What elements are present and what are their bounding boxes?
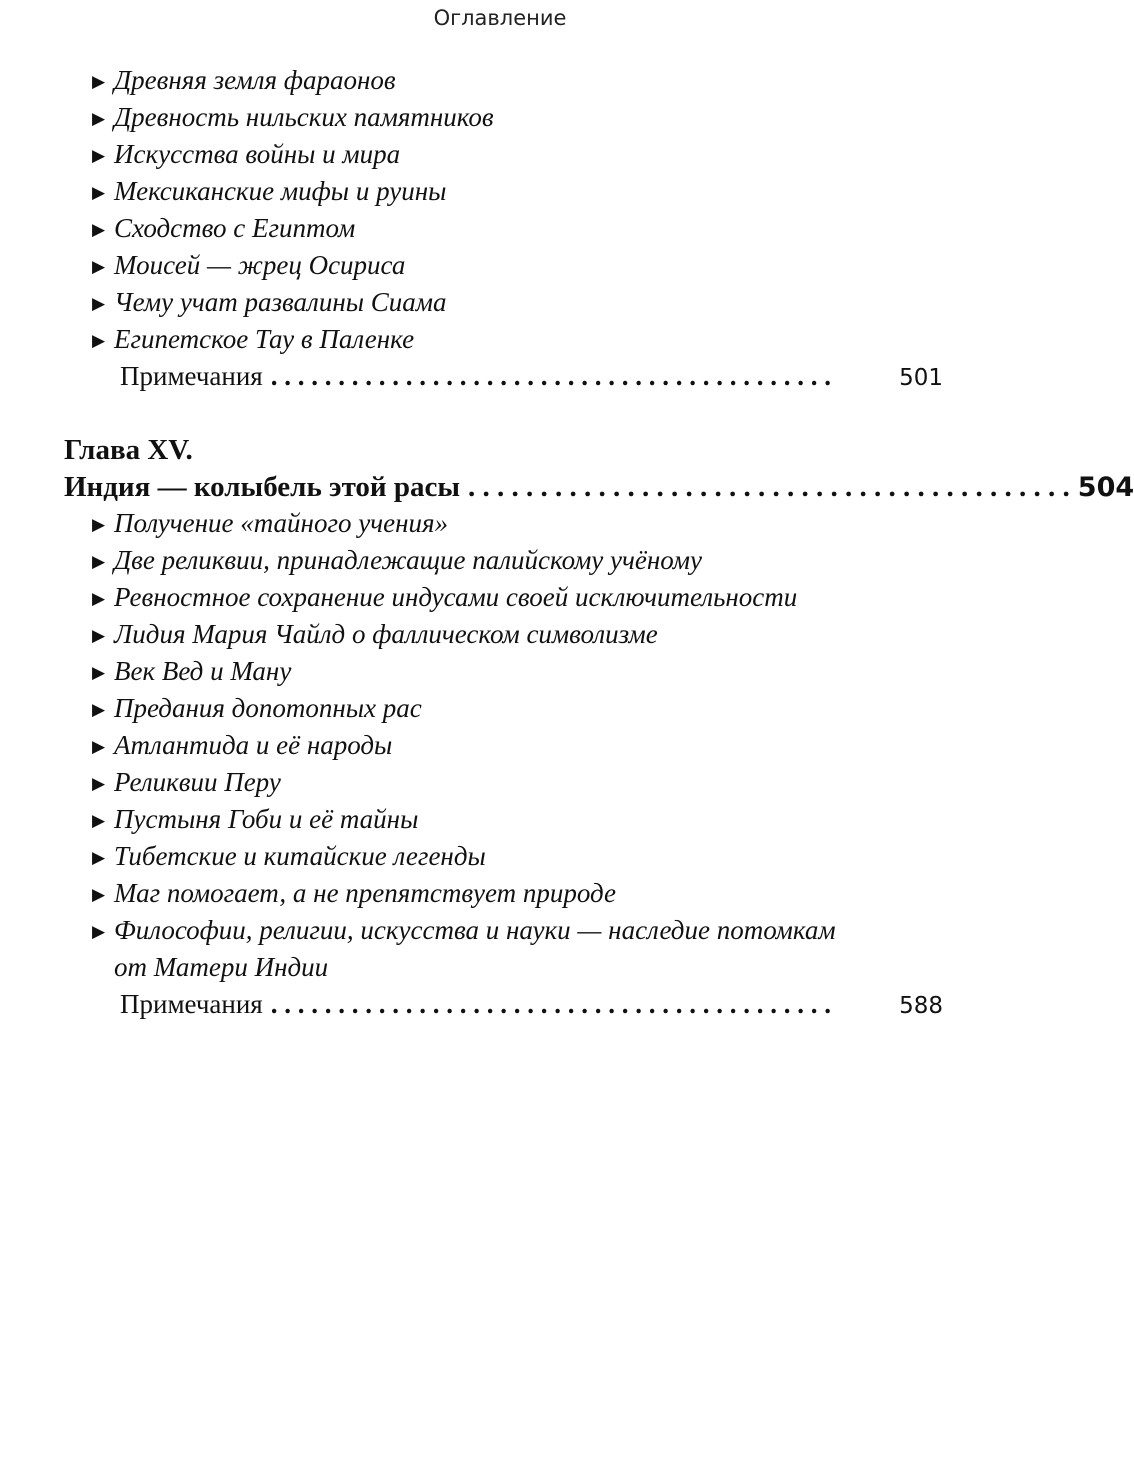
triangle-bullet-icon: ▶ (92, 774, 106, 793)
toc-item-label: Лидия Мария Чайлд о фаллическом символизме (114, 619, 658, 649)
toc-item[interactable] (92, 321, 952, 359)
toc-item-label: Предания допотопных рас (114, 693, 422, 723)
toc-item[interactable] (92, 542, 952, 580)
toc-item-label: Философии, религии, искусства и науки — наследие потомкам (114, 915, 836, 945)
triangle-bullet-icon: ▶ (92, 220, 106, 239)
toc-item[interactable] (92, 136, 952, 174)
toc-item[interactable] (92, 727, 952, 765)
chapter-title: Индия — колыбель этой расы (64, 471, 461, 503)
toc-item-label: Ревностное сохранение индусами своей исключительности (114, 582, 798, 612)
toc-item-label: Две реликвии, принадлежащие палийскому учёному (114, 545, 702, 575)
toc-item-label: Древность нильских памятников (114, 102, 494, 132)
toc-item[interactable] (92, 173, 952, 211)
triangle-bullet-icon: ▶ (92, 146, 106, 165)
toc-item-label: Век Вед и Ману (114, 656, 292, 686)
toc-item-label: от Матери Индии (114, 952, 329, 982)
notes-label: Примечания (120, 989, 263, 1019)
toc-item[interactable] (92, 247, 952, 285)
dot-leader: . . . . . . . . . . . . . . . . . . . . . . . . . . . . . . . . . . . . . . . . . . (270, 361, 831, 391)
page-number: 588 (899, 993, 943, 1019)
toc-item[interactable] (92, 801, 952, 839)
triangle-bullet-icon: ▶ (92, 626, 106, 645)
toc-item-label: Реликвии Перу (114, 767, 281, 797)
toc-item[interactable] (92, 579, 952, 617)
toc-item-label: Маг помогает, а не препятствует природе (114, 878, 617, 908)
triangle-bullet-icon: ▶ (92, 331, 106, 350)
toc-item-label: Древняя земля фараонов (114, 65, 396, 95)
toc-item-label: Атлантида и её народы (114, 730, 393, 760)
triangle-bullet-icon: ▶ (92, 552, 106, 571)
notes-entry[interactable] (120, 358, 943, 397)
page-number: 504 (1077, 472, 1134, 503)
toc-item[interactable] (92, 62, 952, 100)
notes-entry[interactable] (120, 986, 943, 1025)
triangle-bullet-icon: ▶ (92, 72, 106, 91)
toc-item-label: Чему учат развалины Сиама (114, 287, 447, 317)
toc-item[interactable] (92, 210, 952, 248)
running-header: Оглавление (433, 6, 567, 30)
triangle-bullet-icon: ▶ (92, 811, 106, 830)
toc-item[interactable] (92, 875, 952, 913)
toc-item-label: Моисей — жрец Осириса (114, 250, 406, 280)
toc-item-continuation[interactable] (114, 949, 974, 986)
toc-item-label: Египетское Тау в Паленке (114, 324, 415, 354)
toc-item[interactable] (92, 284, 952, 322)
triangle-bullet-icon: ▶ (92, 294, 106, 313)
triangle-bullet-icon: ▶ (92, 257, 106, 276)
triangle-bullet-icon: ▶ (92, 183, 106, 202)
notes-label: Примечания (120, 361, 263, 391)
triangle-bullet-icon: ▶ (92, 848, 106, 867)
toc-item-label: Искусства войны и мира (114, 139, 401, 169)
toc-item-label: Тибетские и китайские легенды (114, 841, 486, 871)
toc-item-label: Пустыня Гоби и её тайны (114, 804, 419, 834)
dot-leader: . . . . . . . . . . . . . . . . . . . . . . . . . . . . . . . . . . . . . . . . . . (270, 989, 831, 1019)
toc-item-label: Получение «тайного учения» (114, 508, 449, 538)
toc-item[interactable] (92, 764, 952, 802)
toc-item[interactable] (92, 653, 952, 691)
triangle-bullet-icon: ▶ (92, 515, 106, 534)
toc-item-label: Мексиканские мифы и руины (114, 176, 447, 206)
page-number: 501 (899, 365, 943, 391)
toc-item[interactable] (92, 505, 952, 543)
toc-item[interactable] (92, 838, 952, 876)
toc-item[interactable] (92, 616, 952, 654)
toc-item[interactable] (92, 690, 952, 728)
toc-item[interactable] (92, 99, 952, 137)
triangle-bullet-icon: ▶ (92, 737, 106, 756)
triangle-bullet-icon: ▶ (92, 663, 106, 682)
triangle-bullet-icon: ▶ (92, 109, 106, 128)
dot-leader: . . . . . . . . . . . . . . . . . . . . . . . . . . . . . . . . . . . . . . . . . . (468, 471, 1070, 503)
chapter-title-entry[interactable] (64, 468, 1134, 507)
triangle-bullet-icon: ▶ (92, 589, 106, 608)
chapter-label: Глава XV. (64, 434, 193, 466)
triangle-bullet-icon: ▶ (92, 922, 106, 941)
toc-item-label: Сходство с Египтом (114, 213, 356, 243)
triangle-bullet-icon: ▶ (92, 885, 106, 904)
toc-item[interactable] (92, 912, 952, 950)
triangle-bullet-icon: ▶ (92, 700, 106, 719)
